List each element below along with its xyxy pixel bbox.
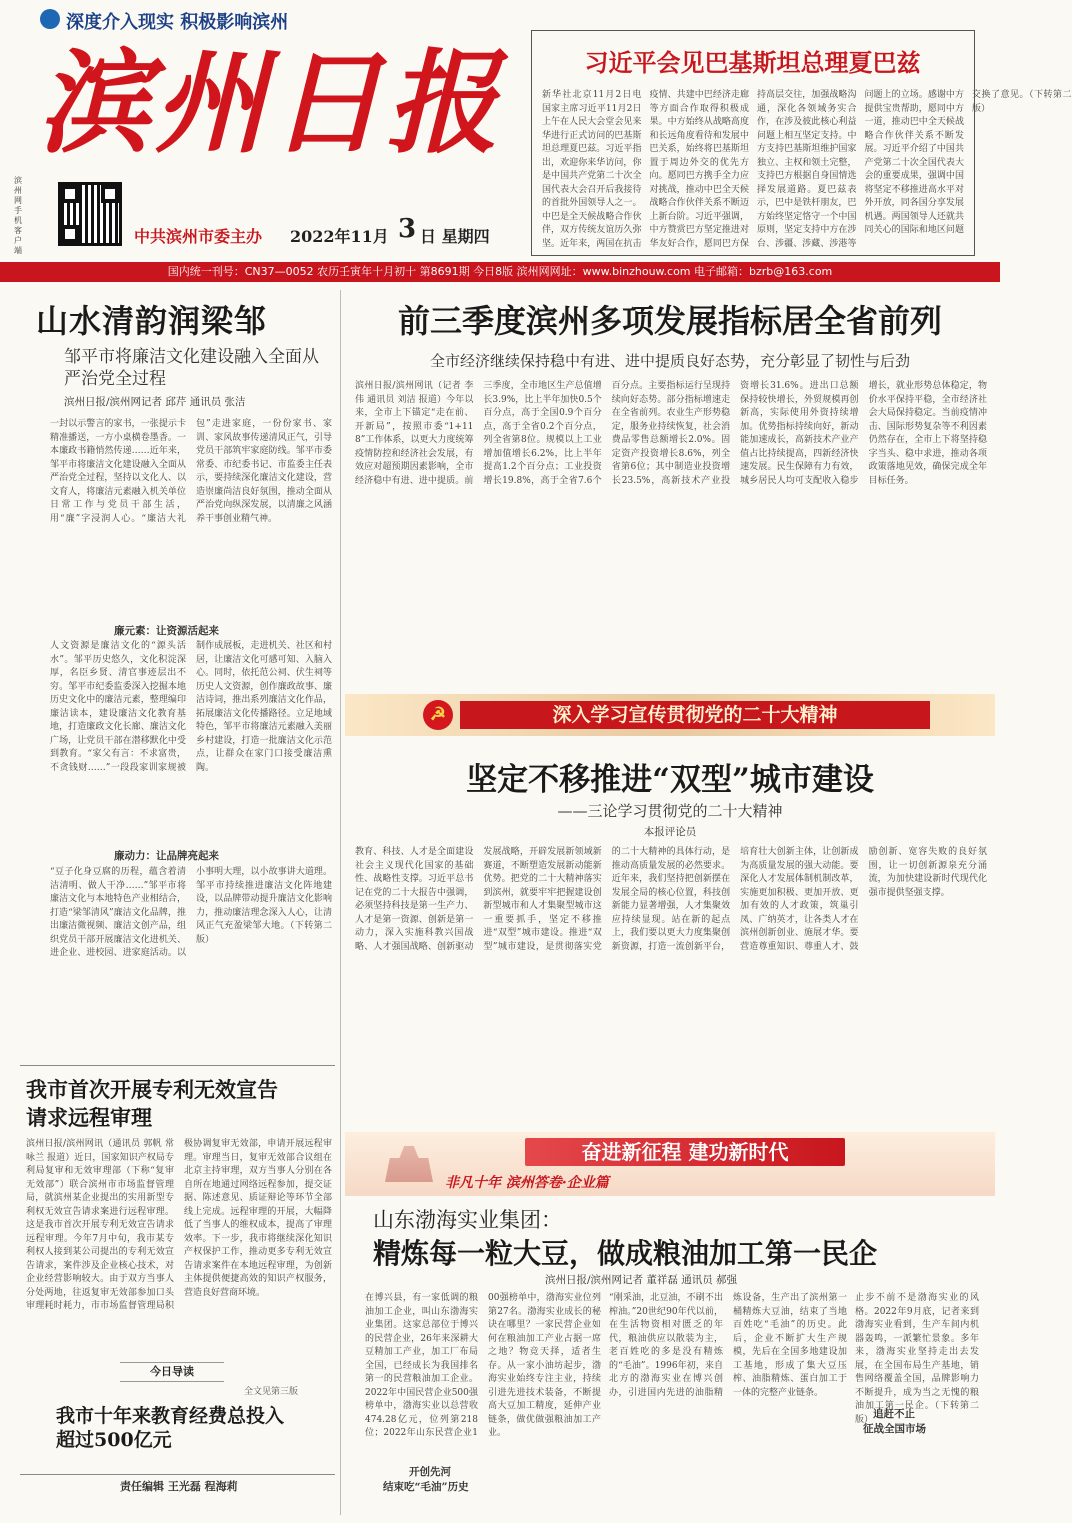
lead-story [345,288,995,688]
responsible-editor: 责任编辑 王光磊 程海莉 [120,1480,238,1493]
top-story-text: 新华社北京11月2日电 国家主席习近平11月2日上午在人民大会堂会见来华进行正式访问的巴基斯坦总理夏巴兹。习近平指出，欢迎你来华访问，你是中国共产党第二十次全国代表大会召开后我接待的首批外国领导人之一。中巴是全天候战略合作伙伴，双方传统友谊历久弥坚。近年来，两国在抗击疫情、共建中巴经济走廊等方面合作取得积极成果。中方始终从战略高度和长远角度看待和发展中巴关系，始终将巴基斯坦置于周边外交的优先方向。愿同巴方携手全力应对挑战，推动中巴全天候战略合作伙伴关系不断迈上新台阶。习近平强调，中方赞赏巴方坚定推进对华友好合作，愿同巴方保持高层交往，加强战略沟通，深化各领域务实合作，在涉及彼此核心利益问题上相互坚定支持。中方支持巴基斯坦维护国家独立、主权和领土完整，支持巴方根据自身国情选择发展道路。夏巴兹表示，巴中是铁杆朋友，巴方始终坚定恪守一个中国原则，坚定支持中方在涉台、涉疆、涉藏、涉港等问题上的立场。感谢中方提供宝贵帮助，愿同中方一道，推动巴中全天候战略合作伙伴关系不断发展。习近平介绍了中国共产党第二十次全国代表大会的重要成果，强调中国将坚定不移推进高水平对外开放，同各国分享发展机遇。两国领导人还就共同关心的国际和地区问题交换了意见。（下转第二版） [542,90,1072,249]
left-article-2 [20,1070,335,1360]
struggle-banner-subtitle: 非凡十年 滨州答卷·企业篇 [445,1175,609,1191]
editorial-author: 本报评论员 [643,826,697,838]
left-article-1-text2: 人文资源是廉洁文化的“源头活水”。邹平历史悠久，文化积淀深厚，名臣乡贤、清官事迹层出不穷。邹平市纪委监委深入挖掘本地历史文化中的廉洁元素，整理编印廉洁读本，建设廉洁文化教育基地，打造廉政文化长廊、廉洁文化广场，让党员干部在潜移默化中受到教育。“家父有言：不求富贵，不贪钱财……”一段段家训家规被制作成展板，走进机关、社区和村居，让廉洁文化可感可知、入脑入心。同时，依托范公祠、伏生祠等历史人文资源，创作廉政故事、廉洁诗词，推出系列廉洁文化作品，拓展廉洁文化传播路径。立足地域特色，邹平市将廉洁元素融入美丽乡村建设，打造一批廉洁文化示范点，让群众在家门口接受廉洁熏陶。 [50,641,332,773]
masthead [0,0,525,258]
left-article-2-text: 滨州日报/滨州网讯（通讯员 郭帆 常咏兰 报道）近日，国家知识产权局专利局复审和无效审理部（下称“复审无效部”）联合滨州市市场监督管理局，就滨州某企业提出的实用新型专利权无效宣告请求案进行远程审理。这是我市首次开展专利无效宣告请求远程审理。今年7月中旬，我市某专利权人接到某公司提出的专利无效宣告请求，案件涉及企业核心技术，对企业经营影响较大。由于双方当事人分处两地，往返复审无效部参加口头审理耗时耗力，市市场监督管理局积极协调复审无效部，申请开展远程审理。审理当日，复审无效部合议组在北京主持审理，双方当事人分别在各自所在地通过网络远程参加，提交证据、陈述意见、质证辩论等环节全部线上完成。远程审理的开展，大幅降低了当事人的维权成本，提高了审理效率。下一步，我市将继续深化知识产权保护工作，推动更多专利无效宣告请求案件在本地远程审理，为创新主体提供便捷高效的知识产权服务，营造良好营商环境。 [26,1139,332,1311]
enterprise-sub2: 结束吃“毛油”历史 [383,1481,469,1493]
study-banner-text: 深入学习宣传贯彻党的二十大精神 [460,701,930,729]
date-day: 3 [398,214,417,244]
struggle-banner [345,1132,995,1196]
left-article-1-sub2: 廉动力：让品牌亮起来 [114,850,219,862]
left-article-1-title[interactable]: 山水清韵润梁邹 [36,302,268,340]
newspaper-name: 滨州日报 [38,38,502,169]
left-article-1-byline: 滨州日报/滨州网记者 邱芹 通讯员 张洁 [64,396,246,408]
editorial [345,740,995,1130]
date-year: 2022年11月 [290,227,389,246]
column-divider [340,290,341,1515]
editor-divider [20,1474,335,1475]
qr-code [58,182,122,246]
study-banner [345,694,995,736]
enterprise-text3: 止步不前不是渤海实业的风格。2022年9月底，记者来到渤海实业看到，生产车间内机器轰鸣，一派繁忙景象。多年来，渤海实业坚持走出去发展，在全国布局生产基地，销售网络覆盖全国，品牌影响力不断提升，成为当之无愧的粮油加工第一民企。（下转第二版） [855,1293,979,1425]
enterprise-text2: “刚采油，北豆油，不刷不出榨油。”20世纪90年代以前，在生活物资相对匮乏的年代，粮油供应以散装为主，老百姓吃的多是没有精炼的“毛油”。1996年初，来自北方的渤海实业在博兴创办，引进国内先进的油脂精炼设备，生产出了滨州第一桶精炼大豆油，结束了当地百姓吃“毛油”的历史。此后，企业不断扩大生产规模，先后在全国多地建设加工基地，形成了集大豆压榨、油脂精炼、蛋白加工于一体的完整产业链条。 [609,1293,847,1398]
sponsor: 中共滨州市委主办 [134,227,263,246]
enterprise-sub3: 追赶不止 [873,1408,915,1420]
lead-title[interactable]: 前三季度滨州多项发展指标居全省前列 [397,302,942,340]
enterprise-sub4: 征战全国市场 [863,1423,926,1435]
left-article-1-sub1: 廉元素：让资源活起来 [114,625,219,637]
lead-subtitle: 全市经济继续保持稳中有进、进中提质良好态势，充分彰显了韧性与后劲 [429,352,910,370]
landmark-icon [385,1142,433,1182]
left-article-2-title[interactable]: 我市首次开展专利无效宣告请求远程审理 [26,1077,278,1130]
enterprise-byline: 滨州日报/滨州网记者 董祥磊 通讯员 郝强 [545,1274,738,1286]
left-article-1-text3: “豆子化身豆腐的历程，蕴含着清洁清明、做人干净……”邹平市将廉洁文化与本地特色产业相结合，打造“梁邹清风”廉洁文化品牌，推出廉洁微视频、廉洁文创产品，组织党员干部开展廉洁文化进机关、进企业、进校园、进家庭活动。以小事明大理，以小故事讲大道理。邹平市持续推进廉洁文化阵地建设，以品牌带动提升廉洁文化影响力，推动廉洁理念深入人心，让清风正气充盈梁邹大地。（下转第二版） [50,867,332,958]
masthead-slogan: 深度介入现实 积极影响滨州 [66,12,289,33]
editorial-text: 教育、科技、人才是全面建设社会主义现代化国家的基础性、战略性支撑。习近平总书记在党的二十大报告中强调，必须坚持科技是第一生产力、人才是第一资源、创新是第一动力，深入实施科教兴国战略、人才强国战略、创新驱动发展战略，开辟发展新领域新赛道，不断塑造发展新动能新优势。把党的二十大精神落实到滨州，就要牢牢把握建设创新型城市和人才集聚型城市这一重要抓手，坚定不移推进“双型”城市建设。推进“双型”城市建设，是贯彻落实党的二十大精神的具体行动，是推动高质量发展的必然要求。近年来，我们坚持把创新摆在发展全局的核心位置，科技创新能力显著增强，人才集聚效应持续显现。站在新的起点上，我们要以更大力度集聚创新资源，打造一流创新平台，培育壮大创新主体，让创新成为高质量发展的强大动能。要深化人才发展体制机制改革，实施更加积极、更加开放、更加有效的人才政策，筑巢引凤、广纳英才，让各类人才在滨州创新创业、施展才华。要营造尊重知识、尊重人才、鼓励创新、宽容失败的良好氛围，让一切创新源泉充分涌流，为加快建设新时代现代化强市提供坚强支撑。 [355,847,987,952]
editorial-subtitle: ——三论学习贯彻党的二十大精神 [557,802,783,820]
top-story-box [531,30,1072,256]
qr-side-label: 滨州网手机客户端 [14,176,22,255]
enterprise-text2b [365,1496,601,1521]
left-divider-1 [20,1065,335,1066]
daodu-see: 全文见第三版 [244,1387,299,1397]
enterprise-story [345,1196,995,1523]
lead-text: 滨州日报/滨州网讯（记者 李伟 通讯员 刘洁 报道）今年以来，全市上下锚定“走在前、开新局”，按照市委“1+118”工作体系，以更大力度统筹疫情防控和经济社会发展，有效应对超预期因素影响，全市经济稳中有进、进中提质。前三季度，全市地区生产总值增长3.9%，比上半年加快0.5个百分点，高于全国0.9个百分点，高于全省0.2个百分点，列全省第8位。规模以上工业增加值增长6.2%，比上半年提高1.2个百分点；工业投资增长19.8%，高于全省7.6个百分点。主要指标运行呈现持续向好态势。部分指标增速走在全省前列。农业生产形势稳定，服务业持续恢复，社会消费品零售总额增长2.0%。固定资产投资增长8.6%，列全省第6位；其中制造业投资增长23.5%，高新技术产业投资增长31.6%。进出口总额保持较快增长，外贸规模再创新高，实际使用外资持续增加。优势指标持续向好，新动能加速成长，高新技术产业产值占比持续提高，四新经济快速发展。民生保障有力有效，城乡居民人均可支配收入稳步增长，就业形势总体稳定，物价水平保持平稳，全市经济社会大局保持稳定。当前疫情冲击、国际形势复杂等不利因素仍然存在，全市上下将坚持稳字当头、稳中求进，推动各项政策落地见效，确保完成全年目标任务。 [355,381,987,486]
left-article-1-text1: 一封以示警言的家书，一张提示卡精准播送，一方小桌横卷墨香。一本廉政书籍悄然传递……近年来，邹平市将廉洁文化建设融入全面从严治党全过程，坚持以文化人、以文育人，将廉洁元素融入机关单位日常工作与党员干部生活，用“廉”字浸润人心。“廉洁大礼包”走进家庭，一份份家书、家训、家风故事传递清风正气，引导党员干部筑牢家庭防线。邹平市委常委、市纪委书记、市监委主任表示，要持续深化廉洁文化建设，营造崇廉尚洁良好氛围，推动全面从严治党向纵深发展，以清廉之风涵养干事创业精气神。 [50,419,332,524]
daodu-label: 今日导读 [120,1362,224,1382]
enterprise-title[interactable]: 精炼每一粒大豆，做成粮油加工第一民企 [373,1237,878,1270]
date-weekday: 日 星期四 [420,227,490,246]
top-story-title[interactable]: 习近平会见巴基斯坦总理夏巴兹 [584,48,921,77]
daodu-box [20,1360,335,1470]
enterprise-text: 在博兴县，有一家低调的粮油加工企业，叫山东渤海实业集团。这家总部位于博兴的民营企业，26年来深耕大豆精加工产业，加工厂布局全国，已经成长为我国排名第一的民营粮油加工企业。2022年中国民营企业500强榜单中，渤海实业以总营收474.28亿元，位列第218位；2022年山东民营企业100强榜单中，渤海实业位列第27名。渤海实业成长的秘诀在哪里？一家民营企业如何在粮油加工产业占据一席之地？物竞天择，适者生存。从一家小油坊起步，渤海实业始终专注主业，持续引进先进技术装备，不断提高大豆加工精度，延伸产业链条，做优做强粮油加工产业。 [365,1293,601,1438]
daodu-title[interactable]: 我市十年来教育经费总投入超过500亿元 [56,1405,285,1451]
struggle-banner-title: 奋进新征程 建功新时代 [525,1138,845,1166]
party-emblem-icon: ☭ [423,700,453,730]
editorial-title[interactable]: 坚定不移推进“双型”城市建设 [466,762,874,798]
info-bar: 国内统一刊号：CN37—0052 农历壬寅年十月初十 第8691期 今日8版 滨州网网址：www.binzhouw.com 电子邮箱：bzrb@163.com [0,262,1000,282]
enterprise-kicker: 山东渤海实业集团： [373,1208,562,1232]
enterprise-sub1: 开创先河 [409,1466,451,1478]
left-article-1-subtitle: 邹平市将廉洁文化建设融入全面从严治党全过程 [64,347,319,389]
masthead-logo-mark [40,9,60,29]
